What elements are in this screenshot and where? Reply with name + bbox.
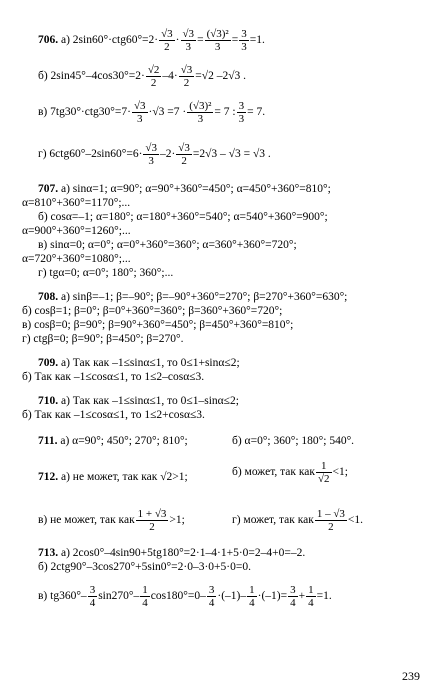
problem-712c [38, 508, 185, 533]
text: в) 7tg30°·ctg30°=7· [38, 106, 131, 119]
fraction [132, 100, 148, 125]
fraction [207, 584, 217, 609]
numerator: √3 [133, 100, 146, 112]
denominator: 4 [290, 597, 296, 609]
problem-number: 706. [38, 34, 59, 47]
denominator: 4 [249, 597, 255, 609]
problem-number: 713. [38, 547, 59, 559]
fraction [179, 64, 195, 89]
numerator: 3 [89, 584, 96, 596]
denominator: 2 [328, 521, 334, 533]
numerator: 3 [208, 584, 215, 596]
text: г) может, так как [232, 514, 314, 527]
fraction [306, 584, 316, 609]
text: >1; [169, 514, 185, 527]
text: –2· [159, 148, 176, 161]
numerator: 1 – √3 [316, 508, 345, 520]
denominator: 4 [142, 597, 148, 609]
text: а) 2cos0°–4sin90+5tg180°=2·1–4·1+5·0=2–4+0=–2. [61, 547, 306, 559]
text: <1; [332, 466, 348, 479]
numerator: √3 [145, 142, 157, 154]
problem-713-line3 [38, 584, 332, 609]
denominator: 2 [164, 41, 170, 53]
text: в) tg360°– [38, 590, 87, 603]
text: =1. [249, 34, 265, 47]
denominator: 4 [308, 597, 314, 609]
problem-number: 707. [38, 183, 59, 195]
denominator: 2 [150, 77, 157, 89]
numerator: √3 [178, 142, 190, 154]
problem-707-line2: α=810°+360°=1170°;... [22, 197, 131, 209]
problem-number: 710. [38, 395, 59, 407]
problem-707-line4: α=900°+360°=1260°;... [22, 225, 131, 237]
text: а) не может, так как [61, 471, 158, 483]
problem-712d [232, 508, 363, 533]
numerator: √3 [180, 64, 193, 76]
numerator: (√3)² [206, 28, 229, 40]
problem-711 [38, 434, 188, 448]
problem-712b [232, 460, 348, 485]
problem-710-line2: б) Так как –1≤cosα≤1, то 1≤2+cosα≤3. [22, 409, 205, 421]
text: ·(–1)– [217, 590, 247, 603]
numerator: 1 [316, 460, 332, 473]
problem-708-line3: в) cosβ=0; β=90°; β=90°+360°=450°; β=450°+360°=810°; [22, 319, 294, 331]
problem-number: 711. [38, 435, 58, 447]
numerator: 1 [142, 584, 148, 596]
text: ·(–1)= [257, 590, 288, 603]
page-number: 239 [402, 669, 420, 683]
text: + [298, 590, 306, 603]
fraction [181, 28, 197, 53]
fraction [239, 28, 249, 53]
problem-711b: б) α=0°; 360°; 180°; 540°. [232, 435, 355, 447]
problem-707-line5: в) sinα=0; α=0°; α=0°+360°=360°; α=360°+360°=720°; [38, 239, 297, 251]
denominator: 3 [241, 41, 247, 53]
fraction [159, 28, 175, 53]
problem-709-line2: б) Так как –1≤cosα≤1, то 1≤2–cosα≤3. [22, 371, 205, 383]
fraction [146, 64, 162, 89]
problem-709-line1 [38, 356, 240, 370]
problem-706b [38, 64, 246, 89]
numerator: (√3)² [189, 100, 212, 112]
problem-708-line4: г) ctgβ=0; β=90°; β=450°; β=270°. [22, 333, 184, 345]
text: а) Так как –1≤sinα≤1, то 0≤1–sinα≤2; [61, 395, 239, 407]
text: = 7 : [214, 106, 236, 119]
numerator: √2 [147, 64, 160, 76]
text: а) Так как –1≤sinα≤1, то 0≤1+sinα≤2; [61, 357, 240, 369]
text: >1; [172, 471, 188, 483]
problem-number: 712. [38, 471, 59, 483]
numerator: √3 [182, 28, 195, 40]
problem-number: 708. [38, 291, 59, 303]
problem-710-line1 [38, 394, 239, 408]
problem-713-line2: б) 2ctg90°–3cos270°+5sin0°=2·0–3·0+5·0=0. [38, 561, 251, 573]
problem-708-line1 [38, 290, 347, 304]
text: –4· [162, 70, 178, 83]
fraction [143, 142, 159, 167]
problem-707-line6: α=720°+360°=1080°;... [22, 253, 131, 265]
fraction [288, 584, 298, 609]
text: а) sinα=1; α=90°; α=90°+360°=450°; α=450°+360°=810°; [61, 183, 331, 195]
denominator: 4 [208, 597, 215, 609]
denominator: 3 [197, 113, 204, 125]
numerator: 3 [238, 100, 245, 112]
denominator: 3 [185, 41, 192, 53]
text: = [197, 34, 204, 47]
numerator: 1 [308, 584, 314, 596]
text: б) может, так как [232, 466, 315, 479]
text: =2√3 – √3 = √3 . [192, 148, 271, 161]
fraction [136, 508, 169, 533]
text: а) 2sin60°·ctg60°=2· [61, 34, 159, 47]
denominator: 3 [137, 113, 143, 125]
problem-712a [38, 470, 188, 484]
fraction [205, 28, 231, 53]
text: =√2 –2√3 . [195, 70, 246, 83]
fraction [315, 508, 347, 533]
numerator: 3 [241, 28, 247, 40]
text: = [231, 34, 239, 47]
text: а) α=90°; 450°; 270°; 810°; [60, 435, 188, 447]
problem-706d [38, 142, 271, 167]
radical: √2 [160, 471, 173, 483]
denominator: 3 [238, 113, 245, 125]
denominator: 3 [148, 155, 154, 167]
denominator: 2 [183, 77, 190, 89]
fraction [140, 584, 150, 609]
text: <1. [347, 514, 363, 527]
text: а) sinβ=–1; β=–90°; β=–90°+360°=270°; β=270°+360°=630°; [61, 291, 348, 303]
text: б) 2sin45°–4cos30°=2· [38, 70, 145, 83]
numerator: 1 [249, 584, 255, 596]
fraction [316, 460, 332, 485]
text: cos180°=0– [150, 590, 206, 603]
numerator: 3 [290, 584, 296, 596]
problem-708-line2: б) cosβ=1; β=0°; β=0°+360°=360°; β=360°+360°=720°; [22, 305, 283, 317]
text: ·√3 =7 · [148, 106, 187, 119]
text: · [175, 34, 180, 47]
fraction [237, 100, 247, 125]
fraction [88, 584, 98, 609]
numerator: 1 + √3 [137, 508, 167, 520]
problem-707-line3: б) cosα=–1; α=180°; α=180°+360°=540°; α=540°+360°=900°; [38, 211, 328, 223]
text: = 7. [247, 106, 266, 119]
text: sin270°– [98, 590, 140, 603]
problem-713-line1 [38, 546, 305, 560]
problem-707-line7: г) tgα=0; α=0°; 180°; 360°;... [38, 267, 174, 279]
denominator: 3 [214, 41, 221, 53]
text: г) 6ctg60°–2sin60°=6· [38, 148, 143, 161]
problem-707-line1 [38, 182, 331, 196]
fraction [176, 142, 192, 167]
fraction [247, 584, 257, 609]
denominator: 2 [149, 521, 155, 533]
numerator: √3 [161, 28, 173, 40]
denominator: √2 [317, 473, 330, 485]
problem-706c [38, 100, 265, 125]
text: в) не может, так как [38, 514, 135, 527]
text: =1. [316, 590, 332, 603]
fraction [187, 100, 213, 125]
problem-706a [38, 28, 265, 53]
denominator: 4 [89, 597, 96, 609]
denominator: 2 [181, 155, 187, 167]
problem-number: 709. [38, 357, 59, 369]
